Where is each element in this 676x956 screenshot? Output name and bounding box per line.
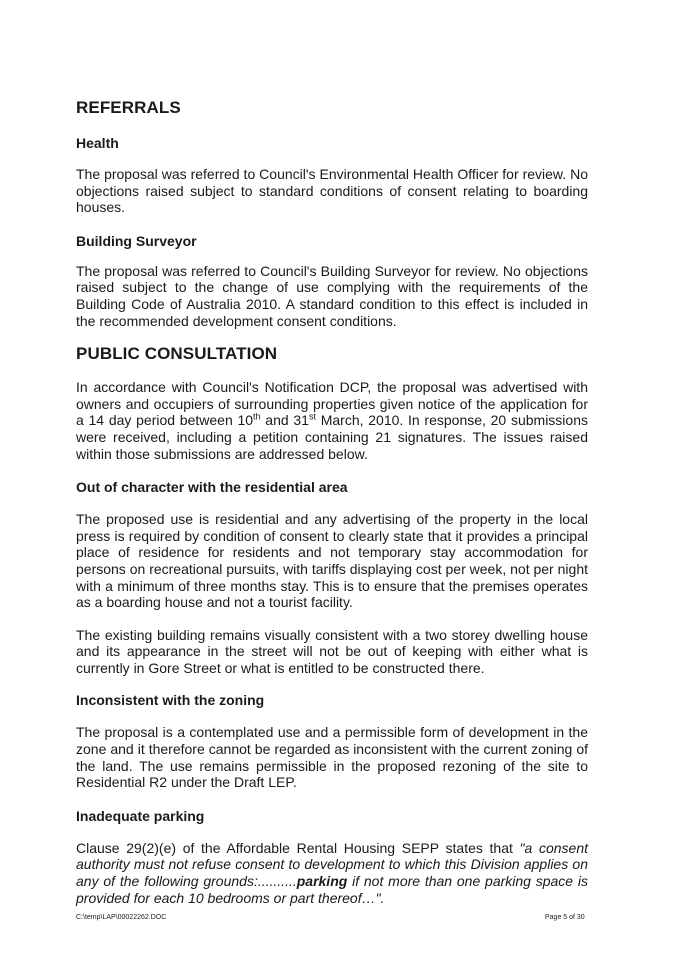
parking-heading: Inadequate parking: [76, 807, 205, 824]
building-surveyor-heading: Building Surveyor: [76, 232, 197, 249]
intro-part-2: and 31: [260, 412, 309, 429]
zoning-heading: Inconsistent with the zoning: [76, 692, 265, 709]
building-surveyor-paragraph: The proposal was referred to Council's Building Surveyor for review. No objections raised subject to the change of use complying with the requirements of the Building Code of Australia 2010. A standard condition to this effect is included in the recommended development consent conditions.: [76, 262, 588, 329]
parking-quote-start: "a consent authority must not refuse consent to development to which this Division applies on any of the following grounds:..........: [76, 839, 588, 890]
intro-sup-1: th: [253, 411, 261, 422]
intro-part-3: March, 2010. In response, 20 submissions were received, including a petition containing 21 signatures. The issues raised within those submissions are addressed below.: [76, 412, 588, 462]
character-heading: Out of character with the residential area: [76, 479, 348, 496]
health-heading: Health: [76, 135, 119, 151]
footer-page-number: Page 5 of 30: [545, 914, 585, 921]
page-content: [76, 98, 588, 906]
character-paragraph-2: The existing building remains visually consistent with a two storey dwelling house and its appearance in the street will not be out of keeping with either what is currently in Gore Street or what is entitled to be constructed there.: [76, 626, 588, 676]
zoning-paragraph: The proposal is a contemplated use and a permissible form of development in the zone and it therefore cannot be regarded as inconsistent with the current zoning of the land. The use remains permissible in the proposed rezoning of the site to Residential R2 under the Draft LEP.: [76, 724, 588, 791]
parking-intro-text: Clause 29(2)(e) of the Affordable Rental Housing SEPP states that: [76, 839, 520, 856]
character-paragraph-1: The proposed use is residential and any advertising of the property in the local press is required by condition of consent to clearly state that it provides a principal place of residence for residents and not temporary stay accommodation for persons on recreational pursuits, with tariffs displaying cost per week, not per night with a minimum of three months stay. This is to ensure that the premises operates as a boarding house and not a tourist facility.: [76, 511, 588, 611]
intro-sup-2: st: [308, 411, 316, 422]
referrals-heading: REFERRALS: [76, 98, 181, 117]
parking-quote-end: if not more than one parking space is provided for each 10 bedrooms or part thereof…".: [76, 873, 588, 906]
health-paragraph: The proposal was referred to Council's Environmental Health Officer for review. No objections raised subject to standard conditions of consent relating to boarding houses.: [76, 166, 588, 216]
consultation-intro-paragraph: [76, 379, 588, 462]
parking-paragraph: [76, 840, 588, 906]
public-consultation-heading: PUBLIC CONSULTATION: [76, 344, 278, 364]
footer-file-path: C:\temp\LAP\00022262.DOC: [76, 914, 167, 921]
intro-part-1: In accordance with Council's Notification DCP, the proposal was advertised with owners and occupiers of surrounding properties given notice of the application for a 14 day period between 10: [76, 379, 588, 429]
parking-quote-bold: parking: [296, 873, 348, 890]
